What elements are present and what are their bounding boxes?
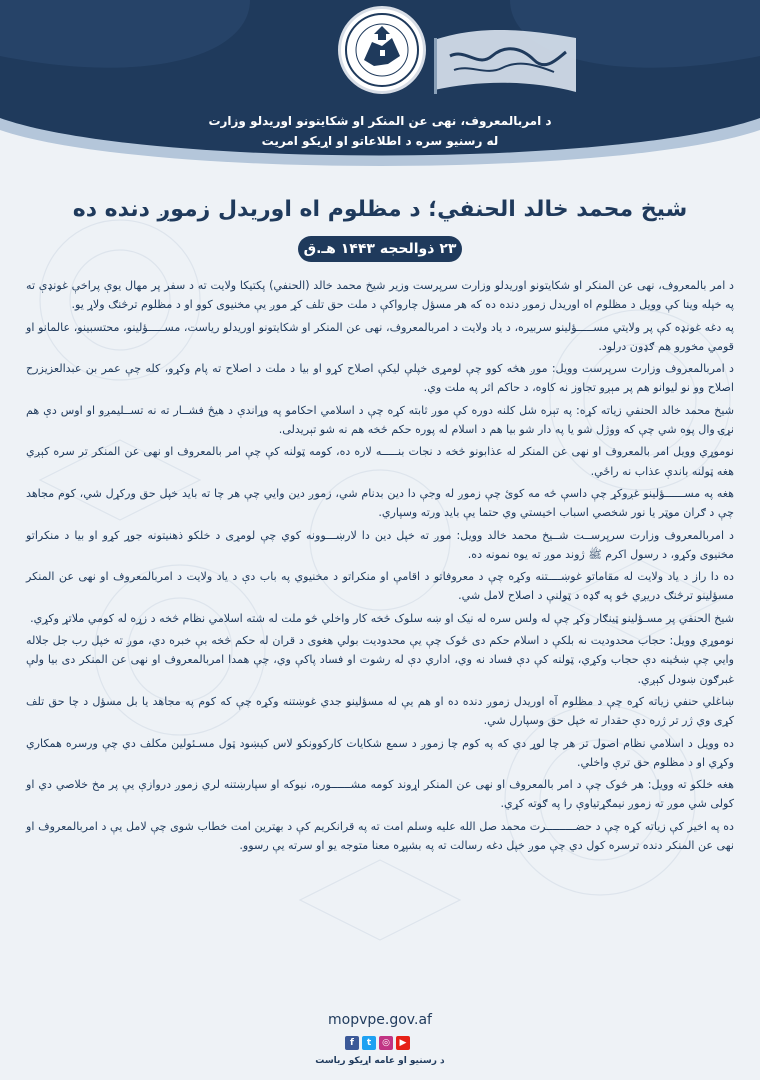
paragraph: شیخ الحنفي پر مسـؤلینو ټینګار وکړ چې له ولس سره له نیک او ښه سلوک څخه کار واخلي څو ملت له شته اسلامي نظام څخه د زړه له کومي ملاتړ وکړي. — [30, 611, 734, 625]
facebook-icon[interactable]: f — [345, 1036, 359, 1050]
paragraph: د امر بالمعروف، نهی عن المنکر او شکایتونو اوریدلو وزارت سرپرست وزیر شیخ محمد خالد (الحنفي) پکتیکا ولایت ته د سفر پر مهال یوې پراخې غونډې ته په خپله وینا کې وویل د مظلوم اه اوریدل زموږ دنده ده که هر مسؤل چارواکې د ملت حق تلف کړ موږ یې مخنیوی کوو او د مظلوم ترڅنګ ولاړ یو. — [26, 279, 734, 312]
emblem-icon — [344, 12, 420, 88]
paragraph: ده دا راز د یاد ولایت له مقاماتو غوښــــتنه وکړه چې د معروفاتو د اقامې او منکراتو د مخنیوي په باب دې د یاد ولایت د امربالمعروف او نهی عن المنکر مسؤلینو ترڅنګ دریږي څو په ګډه د ټولنې د اصلاح لامل شي. — [26, 570, 734, 603]
shahada-banner — [430, 18, 580, 100]
ministry-name-line1: د امربالمعروف، نهی عن المنکر او شکایتونو اوریدلو وزارت — [208, 114, 552, 128]
ministry-emblem — [338, 6, 426, 94]
twitter-icon[interactable]: t — [362, 1036, 376, 1050]
paragraph: ده وویل د اسلامي نظام اصول تر هر چا لوړ دي که په کوم چا زموږ د سمع شکایات کارکوونکو لاس کیښود ټول مسـئولین مکلف دي چې ورسره همکاري وکړي او د مظلوم حق ترې واخلي. — [26, 736, 734, 769]
website-link[interactable]: mopvpe.gov.af — [328, 1012, 432, 1028]
paragraph: د امربالمعروف وزارت سرپرســت شــیخ محمد خالد وویل: موږ ته خپل دین دا لارښـــوونه کوي چې لومړی د خلکو ذهنیتونه جوړ کړو او بیا د منکراتو مخنیوی وکړو، د رسول اکرم ﷺ ژوند موږ ته یوه نمونه ده. — [26, 528, 734, 561]
paragraph: ښاغلي حنفي زیاته کړه چې د مظلوم آه اوریدل زموږ دنده ده او هم یې له مسؤلینو جدي غوښتنه وکړه چې که کوم په مجاهد یا بل مسؤل د چا حق تلف کړی وي ژر تر ژره دې حقدار ته خپل حق وسپارل شي. — [26, 694, 734, 728]
paragraph: نوموړي وویل امر بالمعروف او نهی عن المنکر له عذابونو څخه د نجات بنـــــه لاره ده، کومه ټولنه کې چې امر بالمعروف او نهی عن المنکر تر سره کېږي هغه ټولنه باندې عذاب نه راځي. — [26, 445, 734, 478]
paragraph: نوموړي وویل: حجاب محدودیت نه بلکې د اسلام حکم دی ځوک چې یې محدودیت بولي هغوی د قران له حکم څخه بې خبره دي، موږ ته خپل رب جل جلاله وایي چې ښځینه دې حجاب وکړي، ټولنه کې دې فساد نه وي، اداري دې له رشوت او فساد پاکې وي، چې همدا امربالمعروف او نهی عن المنکر دی بیا ولې غبرګون ښودل کېږي. — [26, 634, 734, 686]
social-icons — [345, 1036, 410, 1050]
paragraph: هغه په مســــــؤلینو غږوکړ چې داسې څه مه کوئ چې زموږ له وجې دا دین بدنام شي، زموږ دین وایي چې هر چا ته باید خپل حق ورکړل شي، کوم مجاهد چې د ګران موټر یا نور شخصي اسباب اخیستي وي حتما یې باید ورته وسپاري. — [26, 486, 734, 520]
paragraph: شیخ محمد خالد الحنفي زیاته کړه: په تېره شل کلنه دوره کې موږ ثابته کړه چې د اسلامي احکامو په وړاندې د هیڅ فشــار ته نه تســلیمږو او اوس دې هم نړۍ وال پوه شي چې که ووژل شو یا په دار شو بیا هم د اسلام له پوره حکم څخه هم نه شو تېریدلی. — [26, 403, 734, 436]
date-badge: ۲۳ ذوالحجه ۱۴۴۳ هـ.ق — [298, 236, 462, 262]
paragraph: په دغه غونډه کې پر ولایتي مســـــؤلینو سربیره، د یاد ولایت د امربالمعروف، نهی عن المنکر او شکایتونو اوریدلو ریاست، مســـــؤلینو، محتسبینو، عالمانو او قومي مخورو هم ګډون درلود. — [26, 320, 734, 353]
paragraph: د امربالمعروف وزارت سرپرست وویل: موږ هڅه کوو چې لومړی خپلې لیکې اصلاح کړو او بیا د ملت د اصلاح ته پام وکړو، کله چې عمر بن عبدالعزیزرح اصلاح وو نو لیوانو هم پر مېږو تجاوز نه کاوه، د حاکم اثر په ملت وي. — [26, 362, 734, 395]
article-title: شیخ محمد خالد الحنفي؛ د مظلوم اه اوریدل زموږ دنده ده — [72, 197, 688, 222]
paragraph: هغه خلکو ته وویل: هر څوک چې د امر بالمعروف او نهی عن المنکر اړوند کومه مشــــــوره، نیوکه او سپارښتنه لري زموږ دروازې یې پر مخ خلاصي دي او کولی شي موږ ته زموږ نیمګړتیاوې را په ګوته کړي. — [26, 778, 734, 811]
youtube-icon[interactable]: ▶ — [396, 1036, 410, 1050]
footer-department: د رسنیو او عامه اړیکو ریاست — [315, 1056, 445, 1066]
instagram-icon[interactable]: ◎ — [379, 1036, 393, 1050]
ministry-name-line2: له رسنیو سره د اطلاعاتو او اړیکو امریت — [261, 134, 499, 148]
article-body — [26, 276, 734, 858]
page-header — [0, 0, 760, 180]
paragraph: ده په اخیر کې زیاته کړه چې د حضـــــــــرت محمد صل الله علیه وسلم امت ته په قرانکریم کې د بهترین امت خطاب شوی چې لامل یې د امربالمعروف او نهی عن المنکر دنده ترسره کول دي چې موږ خپل دغه رسالت ته په بشپړه معنا متوجه یو او سرته یې رسوو. — [26, 819, 734, 852]
